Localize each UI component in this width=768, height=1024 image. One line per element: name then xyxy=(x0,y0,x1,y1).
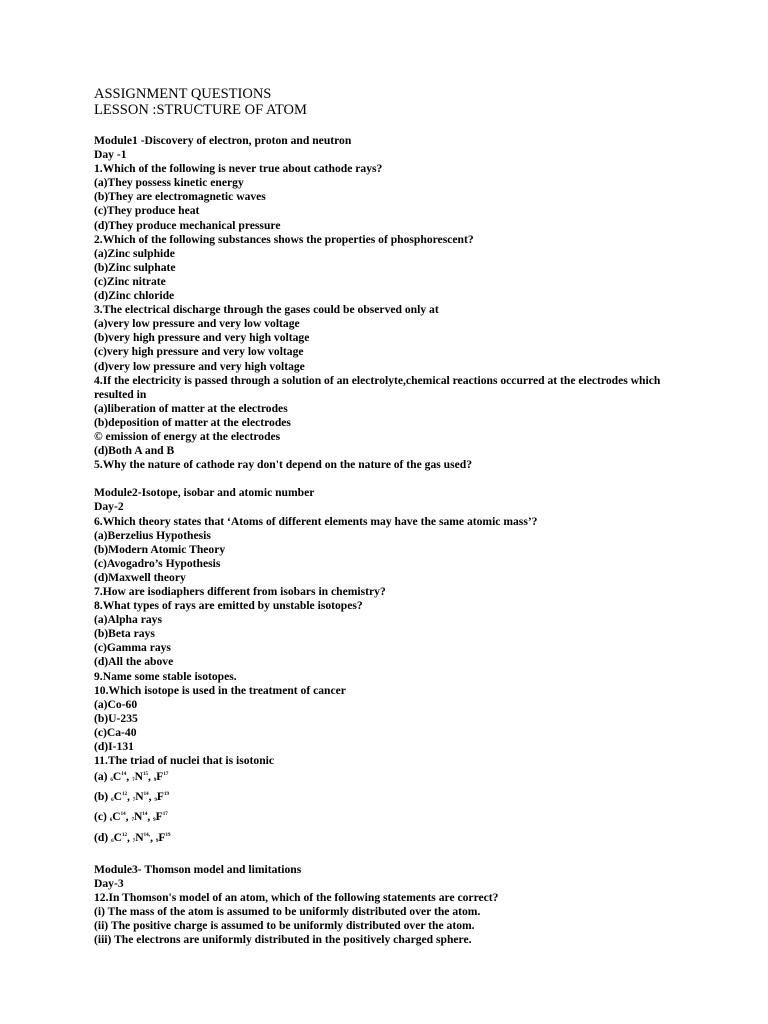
question-8-option-d: (d)All the above xyxy=(94,655,174,669)
question-5: 5.Why the nature of cathode ray don't depend on the nature of the gas used? xyxy=(94,458,473,472)
question-4-option-d: (d)Both A and B xyxy=(94,444,175,458)
option-label: (c) xyxy=(94,810,110,824)
question-9: 9.Name some stable isotopes. xyxy=(94,669,237,683)
question-10-option-a: (a)Co-60 xyxy=(94,697,138,711)
question-2-option-b: (b)Zinc sulphate xyxy=(94,260,176,274)
question-4: 4.If the electricity is passed through a solution of an electrolyte,chemical reactions occurred at the electrodes which resulted in xyxy=(94,373,661,401)
question-6-option-c: (c)Avogadro’s Hypothesis xyxy=(94,556,221,570)
question-7: 7.How are isodiaphers different from isobars in chemistry? xyxy=(94,585,386,598)
question-1-option-c: (c)They produce heat xyxy=(94,204,200,218)
module-1-title: Module1 -Discovery of electron, proton and neutron xyxy=(94,134,352,147)
question-3: 3.The electrical discharge through the gases could be observed only at xyxy=(94,303,439,317)
section-spacer xyxy=(94,849,694,863)
nuclide: $_6C^{14}$ xyxy=(110,770,127,784)
module-1-day: Day -1 xyxy=(94,148,127,162)
nuclide: $_7N^{14}$ xyxy=(132,790,149,804)
module-2-day: Day-2 xyxy=(94,500,124,514)
question-2-option-a: (a)Zinc sulphide xyxy=(94,246,175,260)
section-spacer xyxy=(94,472,694,486)
nuclide: $_6C^{12}$ xyxy=(111,830,127,844)
question-2-option-d: (d)Zinc chloride xyxy=(94,289,175,303)
question-3-option-b: (b)very high pressure and very high voltage xyxy=(94,331,310,345)
question-10: 10.Which isotope is used in the treatment of cancer xyxy=(94,683,346,697)
question-10-option-b: (b)U-235 xyxy=(94,711,138,725)
question-12: 12.In Thomson's model of an atom, which of the following statements are correct? xyxy=(94,890,499,904)
question-12-statement-ii: (ii) The positive charge is assumed to be uniformly distributed over the atom. xyxy=(94,919,475,933)
nuclide: $_7N^{14_a}$ xyxy=(132,830,151,844)
option-label: (d) xyxy=(94,830,112,844)
lesson-title: LESSON :STRUCTURE OF ATOM xyxy=(94,102,307,118)
document-body xyxy=(94,134,694,947)
nuclide: $_9F^{17}$ xyxy=(153,770,169,784)
question-1-option-b: (b)They are electromagnetic waves xyxy=(94,190,266,204)
document-heading xyxy=(94,86,307,118)
nuclide: $_9F^{19}$ xyxy=(154,790,170,804)
question-11-option-c: (c) $_6C^{14}$, $_7N^{14}$, $_9F^{17}$ xyxy=(94,810,168,824)
option-label: (a) xyxy=(94,770,111,784)
question-12-statement-iii: (iii) The electrons are uniformly distributed in the positively charged sphere. xyxy=(94,933,472,947)
question-1: 1.Which of the following is never true about cathode rays? xyxy=(94,162,383,176)
question-10-option-d: (d)I-131 xyxy=(94,740,134,754)
question-8-option-c: (c)Gamma rays xyxy=(94,641,171,655)
question-8: 8.What types of rays are emitted by unstable isotopes? xyxy=(94,599,363,613)
question-11-option-d: (d) $_6C^{12}$, $_7N^{14_a}$, $_9F^{19}$ xyxy=(94,830,171,844)
question-3-option-a: (a)very low pressure and very low voltage xyxy=(94,317,300,331)
question-3-option-c: (c)very high pressure and very low voltage xyxy=(94,345,304,359)
question-4-option-b: (b)deposition of matter at the electrodes xyxy=(94,415,291,429)
question-6-option-d: (d)Maxwell theory xyxy=(94,570,186,584)
module-2-title: Module2-Isotope, isobar and atomic number xyxy=(94,486,315,500)
nuclide: $_9F^{17}$ xyxy=(153,810,168,824)
question-10-option-c: (c)Ca-40 xyxy=(94,725,137,739)
nuclide: $_7N^{14}$ xyxy=(131,810,148,824)
nuclide: $_7N^{15}$ xyxy=(132,770,148,784)
assignment-title: ASSIGNMENT QUESTIONS xyxy=(94,86,272,102)
question-4-option-c: © emission of energy at the electrodes xyxy=(94,429,281,443)
question-11-option-a: (a) $_6C^{14}$, $_7N^{15}$, $_9F^{17}$ xyxy=(94,770,169,784)
question-6-option-b: (b)Modern Atomic Theory xyxy=(94,542,226,556)
question-1-option-d: (d)They produce mechanical pressure xyxy=(94,218,281,232)
question-11-option-b: (b) $_6C^{12}$, $_7N^{14}$, $_9F^{19}$ xyxy=(94,790,170,804)
question-6-option-a: (a)Berzelius Hypothesis xyxy=(94,528,211,542)
option-label: (b) xyxy=(94,790,112,804)
question-2: 2.Which of the following substances shows the properties of phosphorescent? xyxy=(94,232,474,246)
question-11: 11.The triad of nuclei that is isotonic xyxy=(94,754,275,768)
nuclide: $_6C^{14}$ xyxy=(109,810,126,824)
question-6: 6.Which theory states that ‘Atoms of different elements may have the same atomic mass’? xyxy=(94,514,538,528)
question-4-option-a: (a)liberation of matter at the electrodes xyxy=(94,401,288,415)
nuclide: $_9F^{19}$ xyxy=(155,830,171,844)
question-8-option-b: (b)Beta rays xyxy=(94,627,155,641)
question-2-option-c: (c)Zinc nitrate xyxy=(94,274,166,288)
module-3-day: Day-3 xyxy=(94,876,124,890)
question-8-option-a: (a)Alpha rays xyxy=(94,613,162,627)
question-3-option-d: (d)very low pressure and very high voltage xyxy=(94,359,305,373)
question-1-option-a: (a)They possess kinetic energy xyxy=(94,176,244,190)
nuclide: $_6C^{12}$ xyxy=(111,790,127,804)
question-12-statement-i: (i) The mass of the atom is assumed to be uniformly distributed over the atom. xyxy=(94,904,481,918)
module-3-title: Module3- Thomson model and limitations xyxy=(94,862,302,876)
